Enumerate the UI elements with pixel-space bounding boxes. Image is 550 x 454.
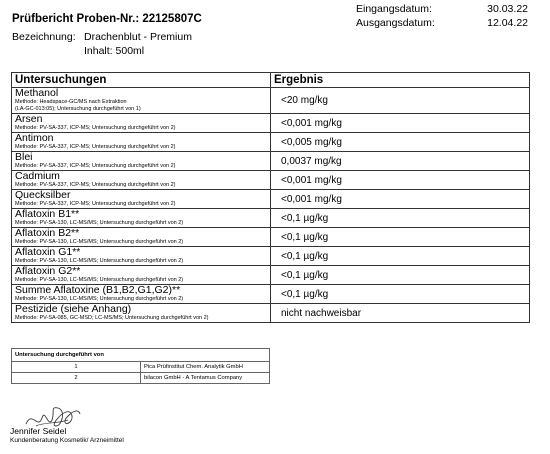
test-method: Methode: PV-SA-130, LC-MS/MS; Untersuchung durchgeführt von 2) xyxy=(15,220,184,226)
results-body xyxy=(12,88,530,323)
designation-value: Drachenblut - Premium xyxy=(84,31,192,43)
test-name: Pestizide (siehe Anhang) xyxy=(15,303,132,315)
sample-meta xyxy=(12,30,192,58)
test-cell xyxy=(12,266,271,285)
result-value: <0,1 µg/kg xyxy=(271,285,530,304)
test-name: Arsen xyxy=(15,113,43,125)
result-row xyxy=(12,209,530,228)
result-value: <0,1 µg/kg xyxy=(271,228,530,247)
content-value: Inhalt: 500ml xyxy=(84,45,145,57)
test-method: Methode: PV-SA-130, LC-MS/MS; Untersuchung durchgeführt von 2) xyxy=(15,239,184,245)
test-cell xyxy=(12,171,271,190)
test-method: Methode: Headspace-GC/MS nach Extraktion (LA-GC-013:05); Untersuchung durchgeführt von 1) xyxy=(15,99,141,112)
lab-row xyxy=(12,373,270,384)
issued-row xyxy=(356,16,528,30)
lab-name: bilacon GmbH - A Tentamus Company xyxy=(141,373,270,384)
test-name: Summe Aflatoxine (B1,B2,G1,G2)** xyxy=(15,284,181,296)
test-name: Quecksilber xyxy=(15,189,71,201)
performed-by-title: Untersuchung durchgeführt von xyxy=(12,349,270,362)
result-value: <0,005 mg/kg xyxy=(271,133,530,152)
report-title: Prüfbericht Proben-Nr.: 22125807C xyxy=(12,13,202,25)
result-row xyxy=(12,114,530,133)
result-row xyxy=(12,228,530,247)
result-row xyxy=(12,152,530,171)
test-name: Aflatoxin G2** xyxy=(15,265,81,277)
dates-block xyxy=(356,2,528,30)
test-method: Methode: PV-SA-085, GC-MSD; LC-MS/MS; Untersuchung durchgeführt von 2) xyxy=(15,315,209,321)
result-row xyxy=(12,304,530,323)
test-method: Methode: PV-SA-337, ICP-MS; Untersuchung durchgeführt von 2) xyxy=(15,144,176,150)
test-method: Methode: PV-SA-130, LC-MS/MS; Untersuchung durchgeführt von 2) xyxy=(15,296,184,302)
issued-date: 12.04.22 xyxy=(487,17,528,29)
result-row xyxy=(12,171,530,190)
designation-label: Bezeichnung: xyxy=(12,31,76,43)
results-table xyxy=(11,72,530,323)
test-method: Methode: PV-SA-337, ICP-MS; Untersuchung durchgeführt von 2) xyxy=(15,201,176,207)
result-value: <0,1 µg/kg xyxy=(271,266,530,285)
test-name: Aflatoxin B2** xyxy=(15,227,80,239)
test-cell xyxy=(12,114,271,133)
test-cell xyxy=(12,190,271,209)
result-value: <20 mg/kg xyxy=(271,88,530,114)
test-method: Methode: PV-SA-130, LC-MS/MS; Untersuchung durchgeführt von 2) xyxy=(15,258,184,264)
test-cell xyxy=(12,88,271,114)
signer-block xyxy=(10,427,124,445)
test-cell xyxy=(12,228,271,247)
test-name: Cadmium xyxy=(15,170,60,182)
test-method: Methode: PV-SA-130, LC-MS/MS; Untersuchung durchgeführt von 2) xyxy=(15,277,184,283)
result-value: 0,0037 mg/kg xyxy=(271,152,530,171)
lab-number: 1 xyxy=(12,362,141,373)
col-header-result: Ergebnis xyxy=(271,73,530,88)
received-row xyxy=(356,2,528,16)
result-row xyxy=(12,88,530,114)
received-label: Eingangsdatum: xyxy=(356,3,432,15)
result-row xyxy=(12,285,530,304)
lab-row xyxy=(12,362,270,373)
result-row xyxy=(12,266,530,285)
test-name: Aflatoxin G1** xyxy=(15,246,81,258)
col-header-test: Untersuchungen xyxy=(12,73,271,88)
test-method: Methode: PV-SA-337, ICP-MS; Untersuchung durchgeführt von 2) xyxy=(15,163,176,169)
result-row xyxy=(12,190,530,209)
test-name: Aflatoxin B1** xyxy=(15,208,80,220)
result-value: nicht nachweisbar xyxy=(271,304,530,323)
result-row xyxy=(12,133,530,152)
test-method: Methode: PV-SA-337, ICP-MS; Untersuchung durchgeführt von 2) xyxy=(15,182,176,188)
received-date: 30.03.22 xyxy=(487,3,528,15)
signer-role: Kundenberatung Kosmetik/ Arzneimittel xyxy=(10,437,124,444)
performed-by-table xyxy=(11,348,270,384)
signer-name: Jennifer Seidel xyxy=(10,426,67,436)
result-value: <0,001 mg/kg xyxy=(271,114,530,133)
test-name: Blei xyxy=(15,151,33,163)
test-cell xyxy=(12,133,271,152)
test-cell xyxy=(12,285,271,304)
test-cell xyxy=(12,152,271,171)
lab-name: Pica Prüfinstitut Chem. Analytik GmbH xyxy=(141,362,270,373)
result-value: <0,001 mg/kg xyxy=(271,190,530,209)
test-name: Methanol xyxy=(15,87,59,99)
test-cell xyxy=(12,304,271,323)
test-cell xyxy=(12,209,271,228)
test-name: Antimon xyxy=(15,132,54,144)
test-cell xyxy=(12,247,271,266)
test-method: Methode: PV-SA-337, ICP-MS; Untersuchung durchgeführt von 2) xyxy=(15,125,176,131)
result-value: <0,1 µg/kg xyxy=(271,247,530,266)
result-row xyxy=(12,247,530,266)
lab-number: 2 xyxy=(12,373,141,384)
result-value: <0,001 mg/kg xyxy=(271,171,530,190)
issued-label: Ausgangsdatum: xyxy=(356,17,435,29)
result-value: <0,1 µg/kg xyxy=(271,209,530,228)
